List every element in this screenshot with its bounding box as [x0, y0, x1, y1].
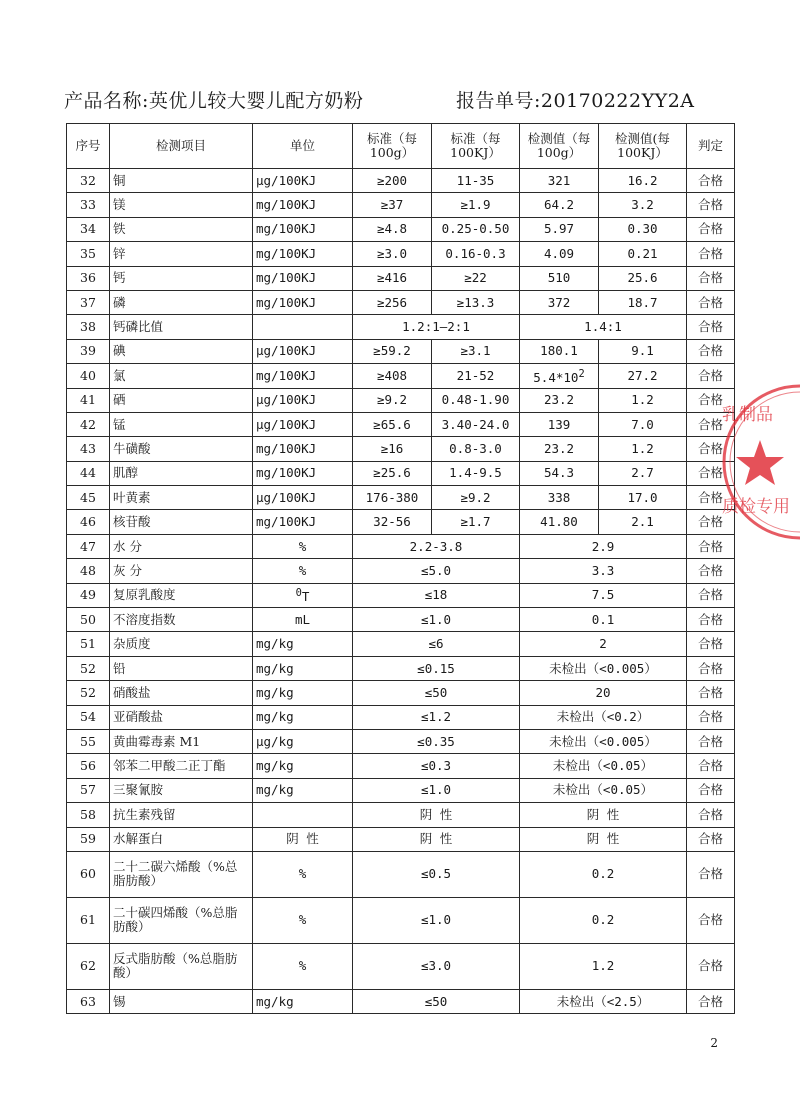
test-item: 硒 [110, 388, 253, 412]
standard-per-100g: ≥4.8 [353, 217, 432, 241]
seal-top-text: 乳制品 [722, 405, 773, 425]
row-number: 49 [67, 583, 110, 607]
row-number: 52 [67, 681, 110, 705]
unit: mg/100KJ [253, 290, 353, 314]
row-number: 45 [67, 486, 110, 510]
test-item: 水解蛋白 [110, 827, 253, 851]
page-number: 2 [710, 1036, 718, 1050]
unit-text: T [301, 589, 310, 605]
result-verdict: 合格 [687, 705, 735, 729]
measured-per-100kj: 25.6 [599, 266, 687, 290]
col-header-std-g: 标准（每100g） [353, 124, 432, 169]
unit: μg/100KJ [253, 169, 353, 193]
standard-per-100g: ≥25.6 [353, 461, 432, 485]
seal-bottom-text: 质检专用 [722, 497, 790, 517]
row-number: 43 [67, 437, 110, 461]
test-item: 氯 [110, 364, 253, 388]
standard-per-100g: 176-380 [353, 486, 432, 510]
unit: μg/100KJ [253, 339, 353, 363]
table-row [67, 632, 735, 656]
standard-per-100g: ≥256 [353, 290, 432, 314]
standard-value: 2.2-3.8 [353, 534, 520, 558]
standard-value: 阴 性 [353, 827, 520, 851]
result-verdict: 合格 [687, 461, 735, 485]
unit: mg/kg [253, 681, 353, 705]
standard-per-100g: ≥65.6 [353, 412, 432, 436]
row-number: 40 [67, 364, 110, 388]
standard-per-100kj: ≥13.3 [432, 290, 520, 314]
standard-per-100g: ≥59.2 [353, 339, 432, 363]
standard-per-100kj: 21-52 [432, 364, 520, 388]
result-verdict: 合格 [687, 989, 735, 1013]
test-item: 邻苯二甲酸二正丁酯 [110, 754, 253, 778]
table-row [67, 803, 735, 827]
test-item: 锰 [110, 412, 253, 436]
standard-per-100kj: ≥9.2 [432, 486, 520, 510]
result-verdict: 合格 [687, 729, 735, 753]
result-verdict: 合格 [687, 681, 735, 705]
table-row [67, 705, 735, 729]
unit: mL [253, 608, 353, 632]
test-item: 锌 [110, 242, 253, 266]
standard-value: ≤0.5 [353, 851, 520, 897]
unit [253, 583, 353, 607]
unit: mg/kg [253, 632, 353, 656]
col-header-unit: 单位 [253, 124, 353, 169]
unit: μg/kg [253, 729, 353, 753]
result-verdict: 合格 [687, 315, 735, 339]
table-row [67, 534, 735, 558]
table-row [67, 217, 735, 241]
measured-per-100g: 180.1 [520, 339, 599, 363]
row-number: 57 [67, 778, 110, 802]
star-icon [736, 440, 784, 485]
test-item: 铅 [110, 656, 253, 680]
test-item: 抗生素残留 [110, 803, 253, 827]
unit: % [253, 534, 353, 558]
unit: % [253, 851, 353, 897]
row-number: 61 [67, 897, 110, 943]
standard-value: 阴 性 [353, 803, 520, 827]
test-item: 钙磷比值 [110, 315, 253, 339]
measured-value: 0.1 [520, 608, 687, 632]
row-number: 63 [67, 989, 110, 1013]
unit: mg/100KJ [253, 437, 353, 461]
inspection-seal [720, 382, 800, 542]
table-row [67, 364, 735, 388]
measured-per-100g: 41.80 [520, 510, 599, 534]
measured-value: 未检出（<0.05） [520, 754, 687, 778]
test-item: 叶黄素 [110, 486, 253, 510]
measured-value: 阴 性 [520, 827, 687, 851]
test-item: 碘 [110, 339, 253, 363]
result-verdict: 合格 [687, 803, 735, 827]
table-row [67, 754, 735, 778]
measured-per-100kj: 0.21 [599, 242, 687, 266]
measured-base: 5.4*10 [533, 369, 579, 385]
standard-per-100g: ≥200 [353, 169, 432, 193]
standard-value: ≤1.0 [353, 608, 520, 632]
unit: mg/kg [253, 778, 353, 802]
measured-per-100g: 23.2 [520, 437, 599, 461]
row-number: 39 [67, 339, 110, 363]
measured-per-100kj: 17.0 [599, 486, 687, 510]
row-number: 34 [67, 217, 110, 241]
test-item: 铜 [110, 169, 253, 193]
measured-value: 未检出（<0.2） [520, 705, 687, 729]
unit: 阴 性 [253, 827, 353, 851]
standard-per-100kj: 0.16-0.3 [432, 242, 520, 266]
row-number: 44 [67, 461, 110, 485]
table-row [67, 778, 735, 802]
result-verdict: 合格 [687, 290, 735, 314]
result-verdict: 合格 [687, 943, 735, 989]
result-verdict: 合格 [687, 583, 735, 607]
table-row [67, 486, 735, 510]
row-number: 59 [67, 827, 110, 851]
measured-per-100g: 321 [520, 169, 599, 193]
row-number: 37 [67, 290, 110, 314]
measured-value: 2.9 [520, 534, 687, 558]
result-verdict: 合格 [687, 169, 735, 193]
row-number: 33 [67, 193, 110, 217]
result-verdict: 合格 [687, 339, 735, 363]
table-row [67, 388, 735, 412]
standard-value: ≤50 [353, 681, 520, 705]
test-item: 复原乳酸度 [110, 583, 253, 607]
measured-per-100g: 23.2 [520, 388, 599, 412]
standard-per-100kj: ≥1.7 [432, 510, 520, 534]
test-item: 灰 分 [110, 559, 253, 583]
standard-value: 1.2:1—2:1 [353, 315, 520, 339]
measured-per-100kj: 18.7 [599, 290, 687, 314]
table-row [67, 339, 735, 363]
test-item: 磷 [110, 290, 253, 314]
row-number: 42 [67, 412, 110, 436]
table-header-row [67, 124, 735, 169]
unit: μg/100KJ [253, 486, 353, 510]
measured-per-100kj: 2.7 [599, 461, 687, 485]
standard-per-100g: ≥3.0 [353, 242, 432, 266]
test-item: 杂质度 [110, 632, 253, 656]
unit: mg/kg [253, 705, 353, 729]
col-header-val-kj: 检测值(每100KJ） [599, 124, 687, 169]
measured-value: 未检出（<0.005） [520, 656, 687, 680]
measured-value: 1.4:1 [520, 315, 687, 339]
row-number: 51 [67, 632, 110, 656]
report-header [64, 86, 744, 116]
unit: μg/100KJ [253, 412, 353, 436]
standard-value: ≤3.0 [353, 943, 520, 989]
col-header-result: 判定 [687, 124, 735, 169]
measured-per-100kj: 9.1 [599, 339, 687, 363]
measured-value: 2 [520, 632, 687, 656]
standard-per-100kj: ≥22 [432, 266, 520, 290]
table-row [67, 583, 735, 607]
measured-value: 7.5 [520, 583, 687, 607]
result-verdict: 合格 [687, 632, 735, 656]
measured-value: 阴 性 [520, 803, 687, 827]
row-number: 38 [67, 315, 110, 339]
unit [253, 315, 353, 339]
standard-value: ≤1.0 [353, 897, 520, 943]
test-item: 牛磺酸 [110, 437, 253, 461]
measured-per-100g: 4.09 [520, 242, 599, 266]
table-row [67, 943, 735, 989]
table-row [67, 461, 735, 485]
standard-per-100kj: 3.40-24.0 [432, 412, 520, 436]
unit: mg/100KJ [253, 193, 353, 217]
test-item: 亚硝酸盐 [110, 705, 253, 729]
measured-per-100kj: 2.1 [599, 510, 687, 534]
measured-value: 1.2 [520, 943, 687, 989]
measured-value: 0.2 [520, 851, 687, 897]
col-header-item: 检测项目 [110, 124, 253, 169]
test-item: 铁 [110, 217, 253, 241]
row-number: 55 [67, 729, 110, 753]
row-number: 46 [67, 510, 110, 534]
unit: % [253, 559, 353, 583]
table-row [67, 989, 735, 1013]
standard-value: ≤6 [353, 632, 520, 656]
standard-per-100g: ≥37 [353, 193, 432, 217]
standard-per-100kj: 1.4-9.5 [432, 461, 520, 485]
test-item: 反式脂肪酸（%总脂肪酸） [110, 943, 253, 989]
standard-value: ≤50 [353, 989, 520, 1013]
result-verdict: 合格 [687, 656, 735, 680]
standard-per-100kj: ≥3.1 [432, 339, 520, 363]
standard-value: ≤0.35 [353, 729, 520, 753]
table-row [67, 729, 735, 753]
measured-per-100g: 64.2 [520, 193, 599, 217]
standard-per-100kj: 0.48-1.90 [432, 388, 520, 412]
test-item: 钙 [110, 266, 253, 290]
unit: mg/100KJ [253, 510, 353, 534]
row-number: 32 [67, 169, 110, 193]
row-number: 47 [67, 534, 110, 558]
unit: mg/100KJ [253, 217, 353, 241]
standard-per-100kj: 0.8-3.0 [432, 437, 520, 461]
test-item: 硝酸盐 [110, 681, 253, 705]
standard-value: ≤5.0 [353, 559, 520, 583]
table-row [67, 851, 735, 897]
row-number: 52 [67, 656, 110, 680]
standard-per-100g: ≥9.2 [353, 388, 432, 412]
result-verdict: 合格 [687, 266, 735, 290]
unit: mg/kg [253, 989, 353, 1013]
measured-per-100g: 510 [520, 266, 599, 290]
table-row [67, 559, 735, 583]
table-row [67, 412, 735, 436]
measured-per-100kj: 16.2 [599, 169, 687, 193]
test-item: 镁 [110, 193, 253, 217]
standard-value: ≤0.3 [353, 754, 520, 778]
standard-value: ≤18 [353, 583, 520, 607]
result-verdict: 合格 [687, 510, 735, 534]
table-row [67, 266, 735, 290]
result-verdict: 合格 [687, 608, 735, 632]
col-header-std-kj: 标准（每100KJ） [432, 124, 520, 169]
standard-per-100kj: 0.25-0.50 [432, 217, 520, 241]
col-header-no: 序号 [67, 124, 110, 169]
test-item: 三聚氰胺 [110, 778, 253, 802]
test-item: 肌醇 [110, 461, 253, 485]
test-item: 不溶度指数 [110, 608, 253, 632]
test-item: 黄曲霉毒素 M1 [110, 729, 253, 753]
table-row [67, 315, 735, 339]
measured-per-100kj: 1.2 [599, 437, 687, 461]
unit: mg/kg [253, 754, 353, 778]
test-item: 二十碳四烯酸（%总脂肪酸） [110, 897, 253, 943]
standard-per-100g: ≥408 [353, 364, 432, 388]
result-verdict: 合格 [687, 827, 735, 851]
result-verdict: 合格 [687, 534, 735, 558]
result-verdict: 合格 [687, 778, 735, 802]
unit: mg/100KJ [253, 242, 353, 266]
result-verdict: 合格 [687, 851, 735, 897]
result-verdict: 合格 [687, 486, 735, 510]
unit: mg/100KJ [253, 461, 353, 485]
measured-per-100kj: 27.2 [599, 364, 687, 388]
measured-per-100kj: 1.2 [599, 388, 687, 412]
measured-per-100kj: 7.0 [599, 412, 687, 436]
row-number: 48 [67, 559, 110, 583]
unit: mg/100KJ [253, 266, 353, 290]
standard-value: ≤1.0 [353, 778, 520, 802]
table-row [67, 827, 735, 851]
table-row [67, 510, 735, 534]
table-row [67, 242, 735, 266]
standard-value: ≤0.15 [353, 656, 520, 680]
result-verdict: 合格 [687, 193, 735, 217]
table-row [67, 437, 735, 461]
measured-per-100g: 54.3 [520, 461, 599, 485]
test-item: 水 分 [110, 534, 253, 558]
standard-per-100g: ≥416 [353, 266, 432, 290]
table-row [67, 608, 735, 632]
row-number: 58 [67, 803, 110, 827]
row-number: 36 [67, 266, 110, 290]
row-number: 62 [67, 943, 110, 989]
unit: mg/kg [253, 656, 353, 680]
unit: mg/100KJ [253, 364, 353, 388]
test-results-table [66, 123, 735, 1014]
result-verdict: 合格 [687, 437, 735, 461]
unit [253, 803, 353, 827]
table-row [67, 681, 735, 705]
result-verdict: 合格 [687, 559, 735, 583]
measured-per-100g [520, 364, 599, 388]
measured-per-100g: 139 [520, 412, 599, 436]
result-verdict: 合格 [687, 897, 735, 943]
result-verdict: 合格 [687, 242, 735, 266]
measured-value: 0.2 [520, 897, 687, 943]
measured-value: 未检出（<0.05） [520, 778, 687, 802]
table-row [67, 656, 735, 680]
standard-per-100g: ≥16 [353, 437, 432, 461]
test-item: 核苷酸 [110, 510, 253, 534]
measured-value: 未检出（<2.5） [520, 989, 687, 1013]
measured-value: 未检出（<0.005） [520, 729, 687, 753]
test-item: 锡 [110, 989, 253, 1013]
row-number: 60 [67, 851, 110, 897]
measured-value: 20 [520, 681, 687, 705]
result-verdict: 合格 [687, 412, 735, 436]
unit: % [253, 897, 353, 943]
result-verdict: 合格 [687, 388, 735, 412]
standard-per-100kj: ≥1.9 [432, 193, 520, 217]
product-name: 产品名称:英优儿较大婴儿配方奶粉 [64, 90, 364, 112]
standard-per-100g: 32-56 [353, 510, 432, 534]
report-number: 报告单号:20170222YY2A [456, 90, 695, 112]
unit-superscript: 0 [295, 587, 302, 600]
measured-per-100g: 372 [520, 290, 599, 314]
row-number: 56 [67, 754, 110, 778]
measured-per-100kj: 0.30 [599, 217, 687, 241]
col-header-val-g: 检测值（每100g） [520, 124, 599, 169]
unit: % [253, 943, 353, 989]
table-row [67, 193, 735, 217]
result-verdict: 合格 [687, 364, 735, 388]
standard-value: ≤1.2 [353, 705, 520, 729]
measured-per-100g: 338 [520, 486, 599, 510]
measured-value: 3.3 [520, 559, 687, 583]
table-row [67, 169, 735, 193]
standard-per-100kj: 11-35 [432, 169, 520, 193]
measured-per-100g: 5.97 [520, 217, 599, 241]
row-number: 54 [67, 705, 110, 729]
unit: μg/100KJ [253, 388, 353, 412]
table-row [67, 897, 735, 943]
row-number: 35 [67, 242, 110, 266]
row-number: 41 [67, 388, 110, 412]
measured-per-100kj: 3.2 [599, 193, 687, 217]
test-item: 二十二碳六烯酸（%总脂肪酸） [110, 851, 253, 897]
row-number: 50 [67, 608, 110, 632]
table-row [67, 290, 735, 314]
result-verdict: 合格 [687, 754, 735, 778]
result-verdict: 合格 [687, 217, 735, 241]
measured-exponent: 2 [578, 367, 585, 380]
